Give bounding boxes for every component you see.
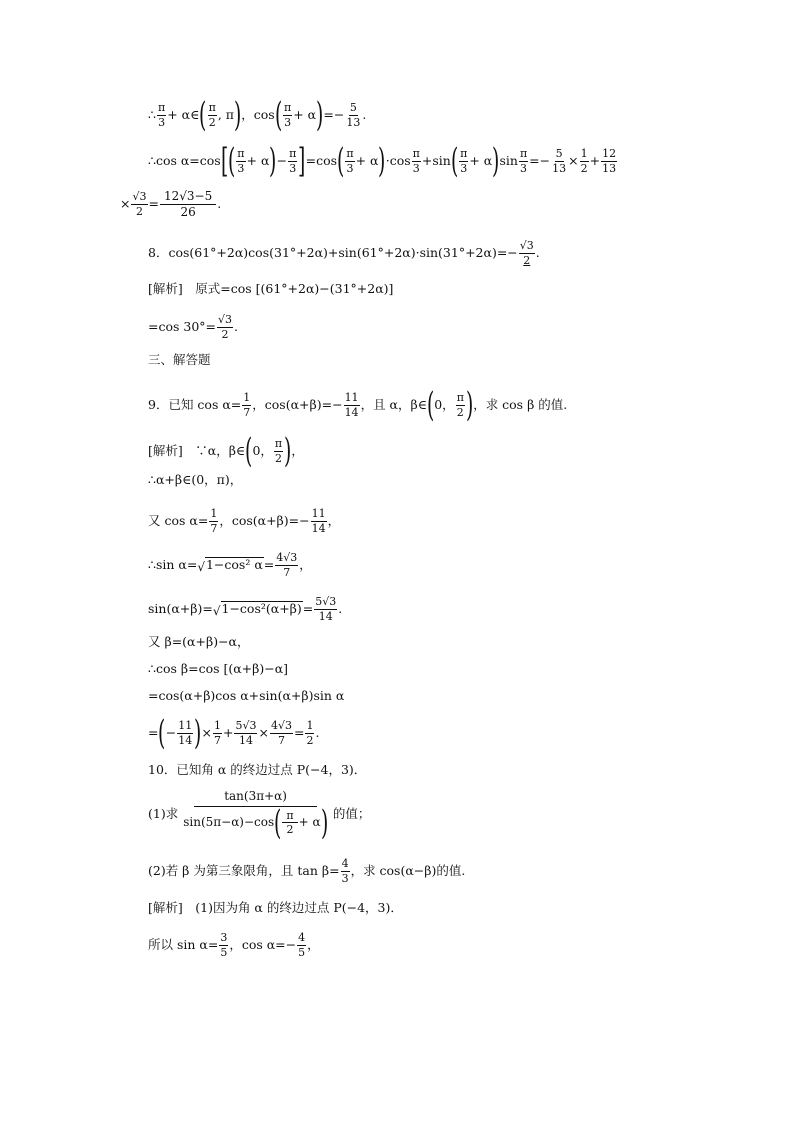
fraction: $\frac{\pi}{3}$ [289,146,297,175]
fraction: $\frac{1}{7}$ [213,718,221,747]
analysis-8-line-2: =cos 30°= $\frac{√3}{2}$ . [148,313,239,341]
formula-line-1: ∴ $\frac{\pi}{3}$ + α∈ ( $\frac{\pi}{2}$ , π ) ，cos ( $\frac{\pi}{3}$ + α ) =− $\frac{5}{13}$ . [148,95,367,135]
analysis-9-line-4: ∴sin α= √ 1−cos² α = $\frac{4√3}{7}$ ， [148,551,312,579]
fraction: $\frac{\pi}{3}$ [460,146,468,175]
fraction: $\frac{4}{5}$ [298,931,306,959]
fraction: $\frac{√3}{2}$ [218,313,233,341]
fraction: $\frac{5}{13}$ [552,146,567,175]
analysis-10-line-2: 所以 sin α= $\frac{3}{5}$ ，cos α=− $\frac{4}{5}$ ， [148,931,320,959]
analysis-9-line-7: ∴cos β=cos [(α+β)−α] [148,661,289,676]
fraction: $\frac{11}{14}$ [178,718,193,747]
fraction: tan(3π+α) sin(5π−α)−cos ( $\frac{\pi}{2}$ + α ) [183,789,328,843]
fraction: $\frac{√3}{2}$ [132,190,147,218]
question-10-part-1: (1)求 tan(3π+α) sin(5π−α)−cos ( $\frac{\pi}{2}$ + α ) 的值； [148,789,371,843]
fraction: $\frac{11}{14}$ [344,390,359,419]
fraction: $\frac{√3}{2}$ [519,239,534,267]
question-9: 9．已知 cos α= $\frac{1}{7}$ ，cos(α+β)=− $\frac{11}{14}$ ，且 α，β∈ ( 0， $\frac{\pi}{2}$ ) ，求 cos β 的值. [148,385,568,425]
fraction: $\frac{\pi}{3}$ [346,146,354,175]
formula-line-2: ∴cos α=cos [ ( $\frac{\pi}{3}$ + α ) − $\frac{\pi}{3}$ ] =cos ( $\frac{\pi}{3}$ + α ) ·cos $\frac{\pi}{3}$ +sin ( $\frac{\pi}{3}$ + α ) sin $\frac{\pi}{3}$ =− $\frac{5}{13}$ × $\frac{1}{2}$ + $\frac{12}{13}$ [148,141,617,181]
fraction: $\frac{11}{14}$ [311,507,326,535]
fraction: $\frac{4√3}{7}$ [270,718,292,747]
fraction: $\frac{5}{13}$ [346,100,361,129]
fraction: $\frac{\pi}{2}$ [282,810,297,836]
fraction: $\frac{1}{2}$ [580,146,588,175]
fraction: $\frac{3}{5}$ [220,931,228,959]
formula-line-3: × $\frac{√3}{2}$ = $\frac{12√3-5}{26}$ . [120,189,222,219]
analysis-10-line-1: [解析] (1)因为角 α 的终边过点 P(−4，3)． [148,900,403,915]
fraction: $\frac{1}{2}$ [306,718,314,747]
fraction: $\frac{\pi}{3}$ [237,146,245,175]
fraction: $\frac{\pi}{3}$ [157,100,166,129]
analysis-9-line-3: 又 cos α= $\frac{1}{7}$ ，cos(α+β)=− $\frac{11}{14}$ ， [148,507,341,535]
fraction: $\frac{5√3}{14}$ [235,718,257,747]
section-heading: 三、解答题 [148,352,211,367]
sqrt-expression: √ 1−cos²(α+β) [212,601,302,618]
fraction: $\frac{4√3}{7}$ [276,551,298,579]
analysis-9-line-9: = ( − $\frac{11}{14}$ ) × $\frac{1}{7}$ + $\frac{5√3}{14}$ × $\frac{4√3}{7}$ = $\frac{1}{2}$ . [148,713,320,753]
fraction: $\frac{\pi}{2}$ [456,390,464,419]
fraction: $\frac{1}{7}$ [210,507,218,535]
analysis-9-line-1: [解析] ∵α，β∈ ( 0， $\frac{\pi}{2}$ ) ， [148,431,304,471]
fraction: $\frac{1}{7}$ [243,390,251,419]
fraction: $\frac{\pi}{3}$ [284,100,292,129]
fraction: $\frac{4}{3}$ [341,857,349,885]
fraction: $\frac{\pi}{2}$ [208,100,216,129]
question-10-title: 10．已知角 α 的终边过点 P(−4，3)． [148,762,367,777]
sqrt-expression: √ 1−cos² α [197,557,263,574]
analysis-9-line-6: 又 β=(α+β)−α， [148,634,250,649]
analysis-9-line-8: =cos(α+β)cos α+sin(α+β)sin α [148,688,345,703]
fraction: $\frac{\pi}{3}$ [519,146,528,175]
analysis-8-line-1: [解析] 原式=cos [(61°+2α)−(31°+2α)] [148,281,394,296]
fraction: $\frac{12√3-5}{26}$ [160,190,216,218]
fraction: $\frac{12}{13}$ [602,146,617,175]
analysis-9-line-5: sin(α+β)= √ 1−cos²(α+β) = $\frac{5√3}{14}$ . [148,595,343,623]
fraction: $\frac{\pi}{3}$ [412,146,420,175]
question-8: 8．cos(61°+2α)cos(31°+2α)+sin(61°+2α)·sin(31°+2α)= − $\frac{√3}{2}$ . [148,239,540,267]
fraction: $\frac{\pi}{2}$ [274,436,283,465]
analysis-9-line-2: ∴α+β∈(0，π)， [148,472,243,487]
question-10-part-2: (2)若 β 为第三象限角，且 tan β= $\frac{4}{3}$ ，求 cos(α−β)的值. [148,857,466,885]
fraction: $\frac{5√3}{14}$ [315,595,337,623]
